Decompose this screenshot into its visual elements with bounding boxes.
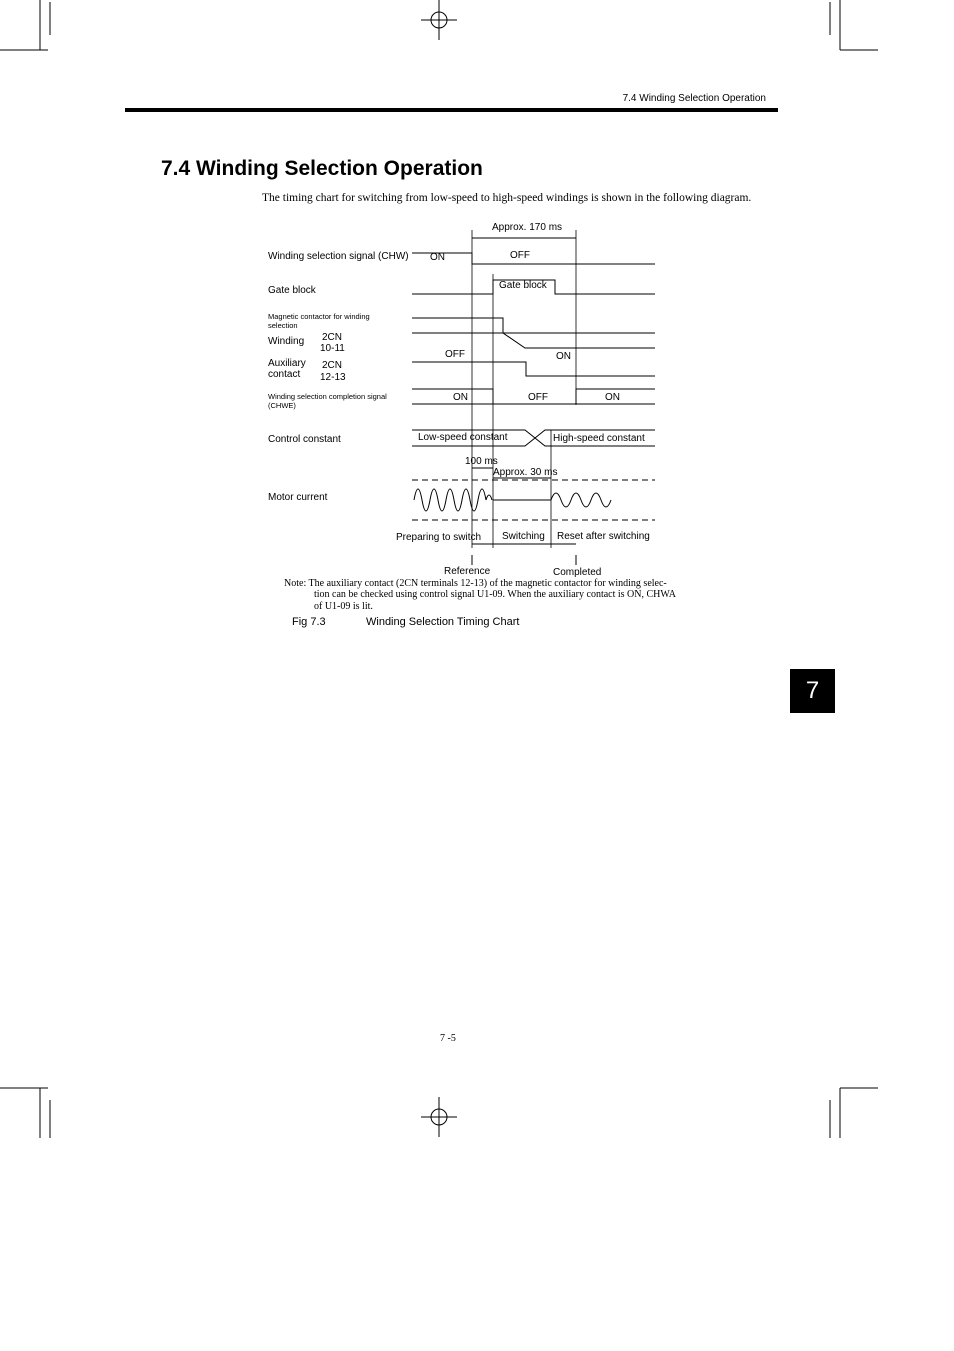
chwe-label: Winding selection completion signal xyxy=(268,392,387,401)
aux-label-2: contact xyxy=(268,369,301,380)
winding-off: OFF xyxy=(445,349,465,360)
figure-title: Winding Selection Timing Chart xyxy=(366,616,520,628)
mc-label: Magnetic contactor for winding xyxy=(268,312,370,321)
chwe-on-2: ON xyxy=(605,392,620,403)
t100-label: 100 ms xyxy=(465,456,498,467)
approx-170-label: Approx. 170 ms xyxy=(492,222,563,233)
page-number: 7 -5 xyxy=(440,1033,456,1044)
high-speed-label: High-speed constant xyxy=(553,433,645,444)
mc-label-2: selection xyxy=(268,321,298,330)
note-line-1: Note: The auxiliary contact (2CN terminals 12-13) of the magnetic contactor for winding selec- xyxy=(284,578,667,589)
intro-paragraph: The timing chart for switching from low-speed to high-speed windings is shown in the following diagram. xyxy=(262,192,752,204)
chapter-tab: 7 xyxy=(790,669,835,713)
aux-2cn: 2CN xyxy=(322,360,343,371)
note-line-3: of U1-09 is lit. xyxy=(314,600,373,612)
approx-30-label: Approx. 30 ms xyxy=(493,467,558,478)
chwe-on-1: ON xyxy=(453,392,468,403)
aux-pins: 12-13 xyxy=(320,372,346,383)
winding-2cn: 2CN xyxy=(322,332,343,343)
chw-off: OFF xyxy=(510,250,530,261)
control-constant-label: Control constant xyxy=(268,434,341,445)
reference-label: Reference xyxy=(444,566,491,577)
gate-block-label: Gate block xyxy=(268,285,316,296)
reset-label: Reset after switching xyxy=(557,531,650,542)
running-header: 7.4 Winding Selection Operation xyxy=(622,93,766,104)
note-line-2: tion can be checked using control signal U1-09. When the auxiliary contact is ON, CHWA xyxy=(314,589,676,601)
chwe-label-2: (CHWE) xyxy=(268,401,296,410)
completed-label: Completed xyxy=(553,567,602,578)
gate-block-box: Gate block xyxy=(499,280,547,291)
low-speed-label: Low-speed constant xyxy=(418,432,508,443)
section-title: 7.4 Winding Selection Operation xyxy=(161,157,483,180)
aux-label: Auxiliary xyxy=(268,358,306,369)
chw-on: ON xyxy=(430,252,445,263)
motor-current-label: Motor current xyxy=(268,492,328,503)
preparing-label: Preparing to switch xyxy=(396,532,482,543)
switching-label: Switching xyxy=(502,531,545,542)
note xyxy=(284,578,704,612)
winding-label: Winding xyxy=(268,336,305,347)
chw-label: Winding selection signal (CHW) xyxy=(268,251,409,262)
winding-pins: 10-11 xyxy=(320,343,345,354)
chwe-off: OFF xyxy=(528,392,548,403)
winding-on: ON xyxy=(556,351,571,362)
figure-number: Fig 7.3 xyxy=(292,616,326,628)
